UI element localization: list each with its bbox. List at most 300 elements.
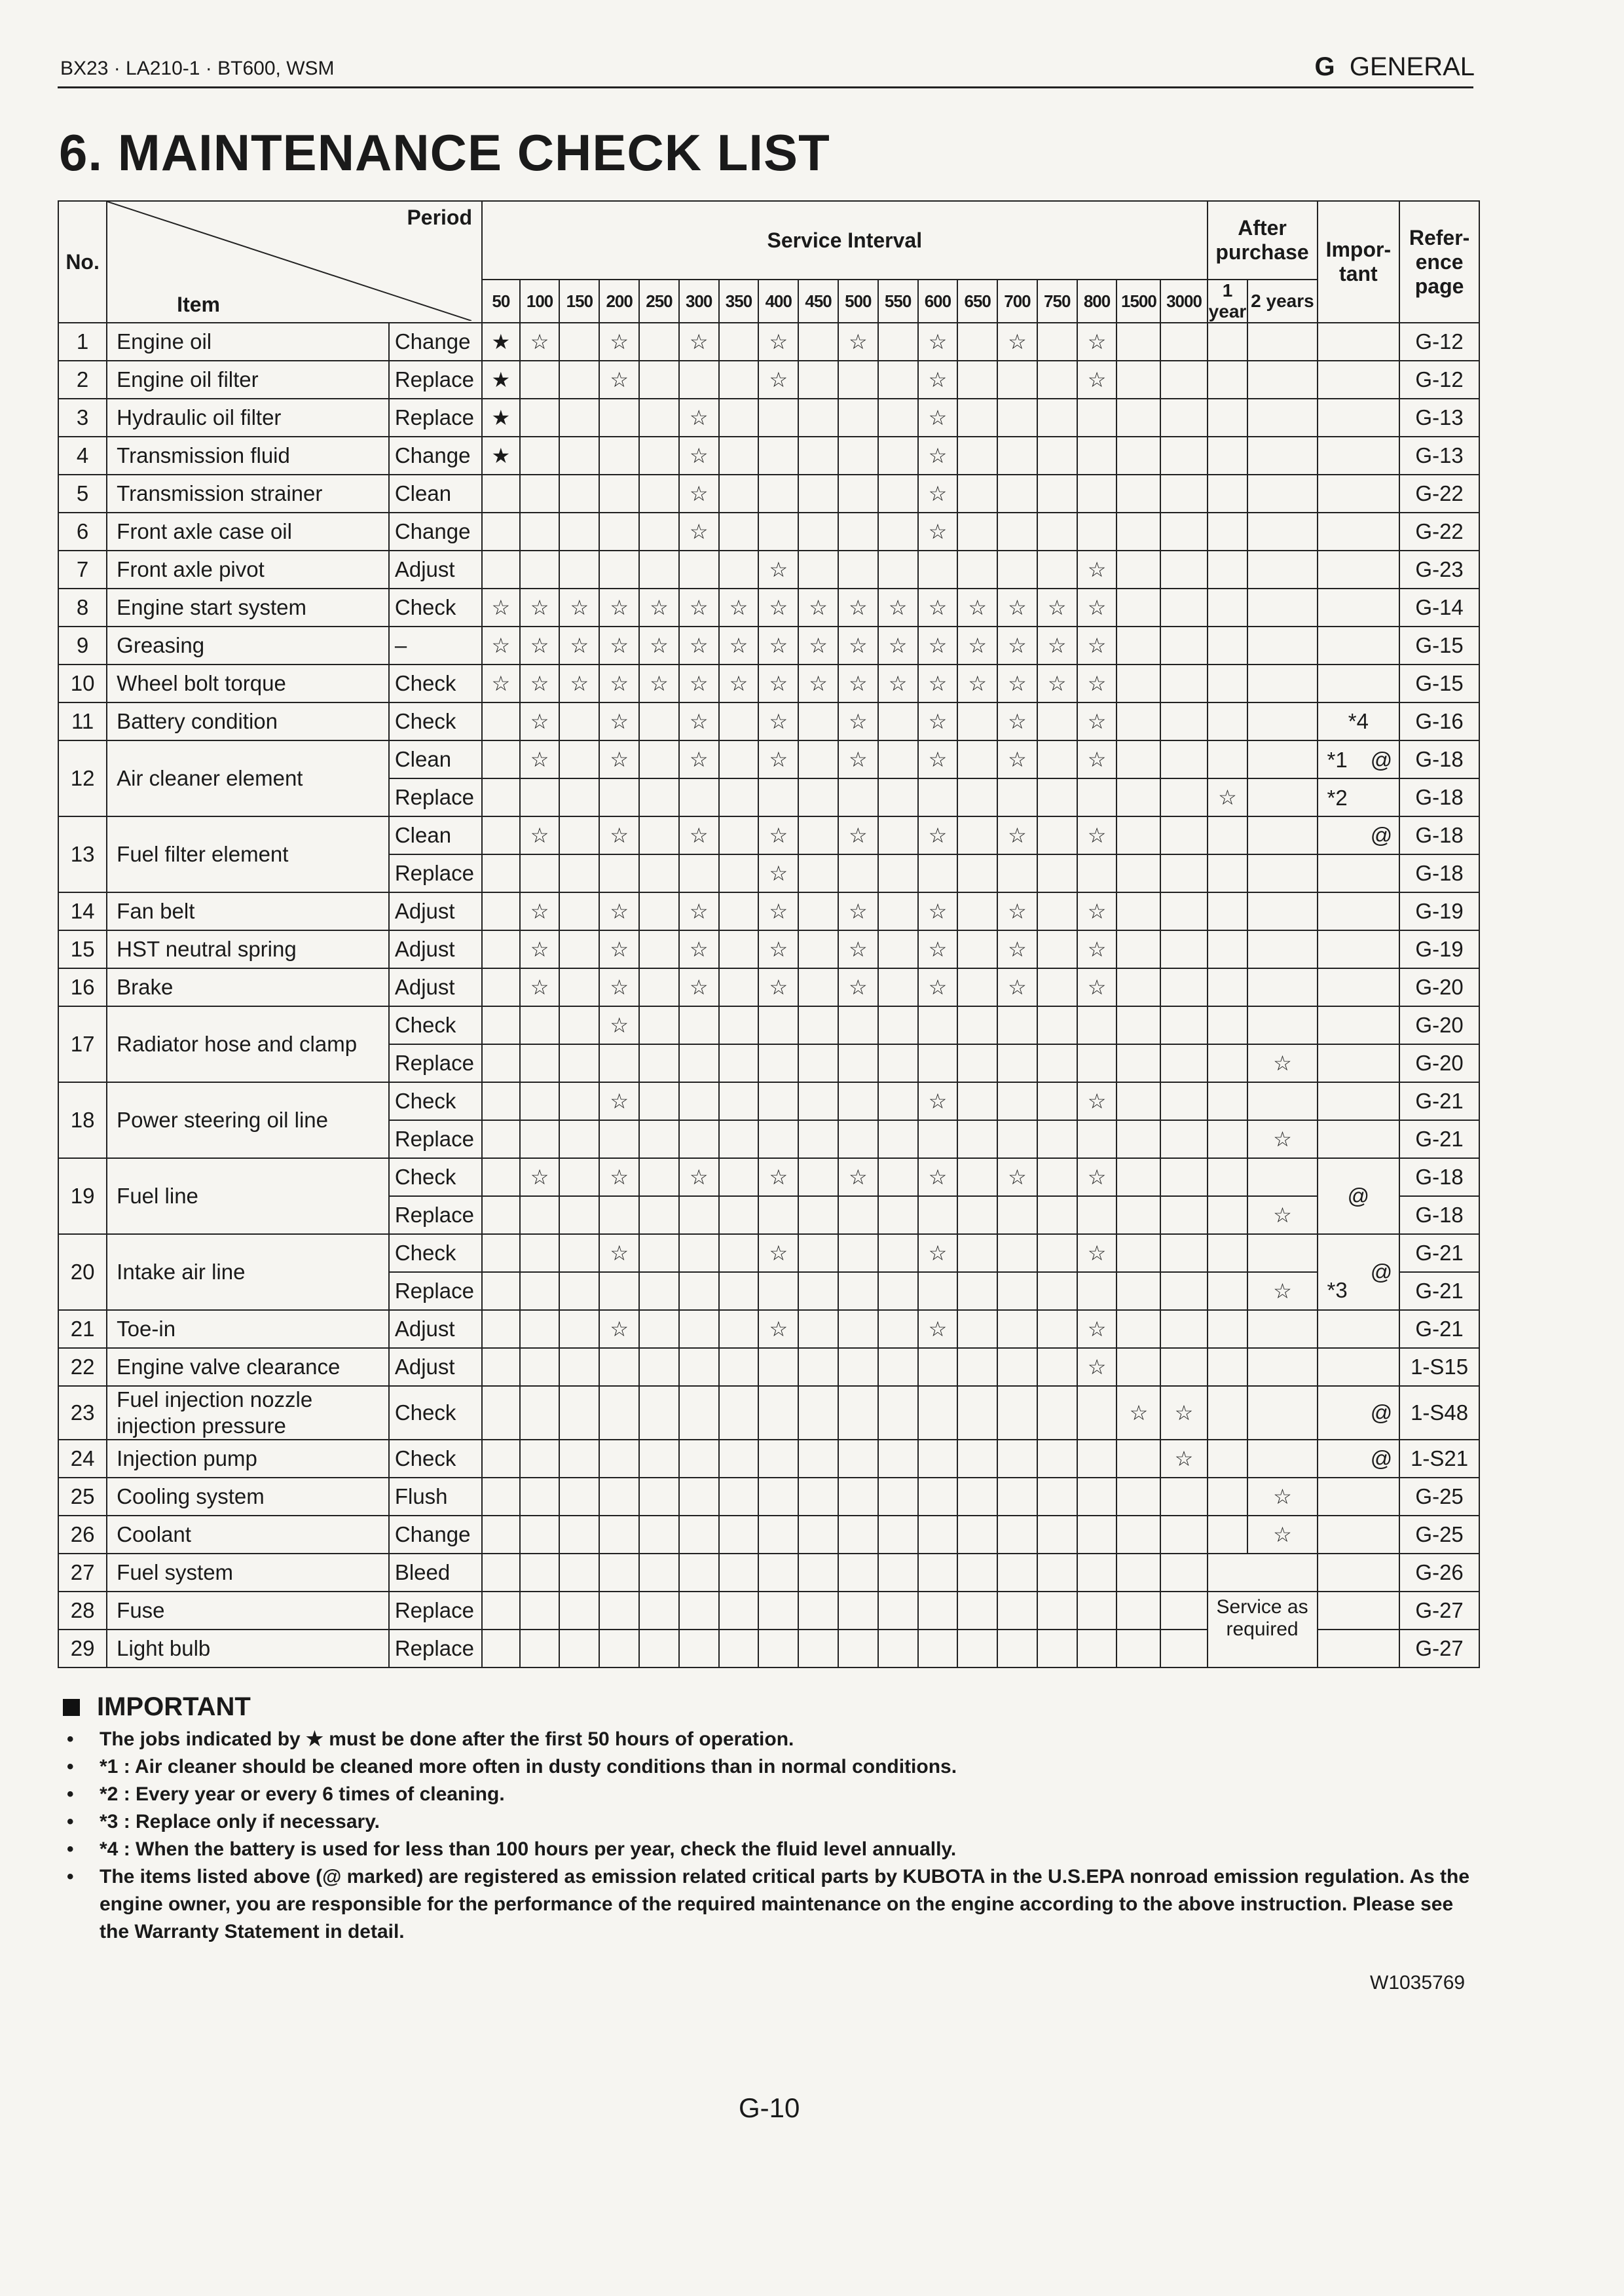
emission-at-mark: @	[1318, 1386, 1400, 1439]
interval-mark	[838, 1592, 878, 1630]
interval-mark	[599, 1120, 639, 1158]
interval-mark	[838, 437, 878, 475]
interval-mark: ☆	[639, 665, 679, 702]
interval-header: 1500	[1116, 280, 1160, 323]
interval-mark: ☆	[997, 816, 1037, 854]
interval-mark	[482, 513, 520, 551]
row-number: 27	[58, 1554, 107, 1592]
interval-mark	[1077, 399, 1117, 437]
interval-mark	[482, 1044, 520, 1082]
interval-mark	[559, 702, 599, 740]
interval-mark: ☆	[758, 968, 798, 1006]
interval-mark	[639, 399, 679, 437]
interval-mark: ☆	[798, 589, 838, 627]
item-name: Transmission strainer	[107, 475, 389, 513]
year1-mark	[1208, 1554, 1318, 1592]
table-row	[58, 930, 1479, 968]
year2-mark: ☆	[1247, 1478, 1317, 1516]
interval-mark	[1116, 854, 1160, 892]
interval-mark	[639, 1234, 679, 1272]
interval-mark: ☆	[838, 930, 878, 968]
interval-mark	[520, 361, 560, 399]
interval-mark	[957, 475, 997, 513]
item-name: Light bulb	[107, 1630, 389, 1667]
interval-mark	[1037, 1044, 1077, 1082]
important-mark	[1318, 1044, 1400, 1082]
interval-mark	[559, 1120, 599, 1158]
reference-page: G-15	[1399, 665, 1479, 702]
period: Check	[389, 665, 482, 702]
interval-mark	[1116, 475, 1160, 513]
interval-mark	[520, 1310, 560, 1348]
interval-mark	[758, 399, 798, 437]
interval-mark	[559, 816, 599, 854]
interval-mark	[1160, 1554, 1207, 1592]
interval-mark	[957, 551, 997, 589]
period: Replace	[389, 1120, 482, 1158]
period: Clean	[389, 740, 482, 778]
interval-mark: ☆	[1077, 589, 1117, 627]
interval-mark: ☆	[918, 930, 958, 968]
interval-mark	[599, 1348, 639, 1386]
interval-mark	[1116, 665, 1160, 702]
interval-mark	[1037, 1310, 1077, 1348]
interval-mark	[838, 1082, 878, 1120]
interval-mark	[997, 1272, 1037, 1310]
interval-mark	[957, 361, 997, 399]
year2-mark	[1247, 1234, 1317, 1272]
interval-header: 400	[758, 280, 798, 323]
interval-mark	[957, 778, 997, 816]
interval-mark	[482, 1158, 520, 1196]
year2-mark	[1247, 323, 1317, 361]
interval-mark	[599, 513, 639, 551]
item-name: Fuel filter element	[107, 816, 389, 892]
interval-mark: ☆	[997, 627, 1037, 665]
interval-mark: ★	[482, 361, 520, 399]
interval-mark: ☆	[838, 740, 878, 778]
year1-mark	[1208, 740, 1248, 778]
row-number: 3	[58, 399, 107, 437]
interval-mark: ☆	[758, 665, 798, 702]
table-row	[58, 1554, 1479, 1592]
period: Adjust	[389, 892, 482, 930]
page-title: 6. MAINTENANCE CHECK LIST	[59, 124, 830, 181]
interval-mark	[639, 513, 679, 551]
interval-mark	[719, 475, 759, 513]
interval-mark	[878, 1386, 918, 1439]
interval-mark	[1037, 702, 1077, 740]
interval-mark	[520, 1272, 560, 1310]
interval-mark: ☆	[679, 323, 719, 361]
important-mark	[1318, 1554, 1400, 1592]
interval-mark	[918, 854, 958, 892]
interval-mark	[878, 702, 918, 740]
interval-mark	[798, 968, 838, 1006]
interval-mark	[520, 1386, 560, 1439]
interval-mark: ☆	[679, 627, 719, 665]
interval-mark	[1116, 1478, 1160, 1516]
interval-mark	[957, 930, 997, 968]
interval-mark	[679, 1044, 719, 1082]
interval-mark: ☆	[918, 665, 958, 702]
interval-mark	[719, 1082, 759, 1120]
interval-mark	[957, 892, 997, 930]
interval-mark	[758, 437, 798, 475]
table-row	[58, 1386, 1479, 1439]
interval-mark	[1116, 1630, 1160, 1667]
interval-mark	[520, 1006, 560, 1044]
period: Replace	[389, 1196, 482, 1234]
interval-mark	[559, 1630, 599, 1667]
interval-mark	[482, 1120, 520, 1158]
interval-mark	[997, 551, 1037, 589]
interval-mark	[957, 816, 997, 854]
year1-mark	[1208, 702, 1248, 740]
interval-mark: ☆	[918, 968, 958, 1006]
table-row	[58, 1158, 1479, 1196]
interval-mark	[559, 778, 599, 816]
interval-mark: ☆	[520, 968, 560, 1006]
year2-mark	[1247, 399, 1317, 437]
interval-mark	[520, 1630, 560, 1667]
interval-mark: ☆	[918, 1158, 958, 1196]
interval-mark	[878, 1440, 918, 1478]
interval-mark	[838, 1348, 878, 1386]
table-row	[58, 892, 1479, 930]
row-number: 17	[58, 1006, 107, 1082]
interval-mark	[878, 1120, 918, 1158]
interval-mark	[798, 513, 838, 551]
interval-mark	[520, 1440, 560, 1478]
interval-mark	[679, 1272, 719, 1310]
interval-mark	[878, 778, 918, 816]
row-number: 10	[58, 665, 107, 702]
interval-mark	[997, 1234, 1037, 1272]
interval-mark: ☆	[758, 323, 798, 361]
interval-mark	[918, 1348, 958, 1386]
interval-mark	[559, 1082, 599, 1120]
year2-mark	[1247, 665, 1317, 702]
interval-mark	[520, 513, 560, 551]
reference-page: 1-S48	[1399, 1386, 1479, 1439]
interval-mark: ☆	[520, 930, 560, 968]
interval-mark	[798, 1158, 838, 1196]
interval-mark	[798, 1044, 838, 1082]
interval-mark	[679, 1554, 719, 1592]
interval-mark	[639, 323, 679, 361]
header-section	[1314, 52, 1475, 82]
interval-mark	[599, 778, 639, 816]
interval-mark	[559, 1310, 599, 1348]
year2-mark: ☆	[1247, 1272, 1317, 1310]
interval-mark	[1037, 1630, 1077, 1667]
interval-mark: ☆	[559, 627, 599, 665]
interval-mark	[1077, 475, 1117, 513]
interval-mark	[1160, 1516, 1207, 1554]
interval-mark	[878, 892, 918, 930]
interval-mark: ☆	[679, 740, 719, 778]
interval-mark	[997, 399, 1037, 437]
interval-mark: ☆	[1077, 740, 1117, 778]
interval-mark	[520, 778, 560, 816]
interval-mark	[1077, 1272, 1117, 1310]
reference-page: G-21	[1399, 1082, 1479, 1120]
year1-mark	[1208, 1386, 1248, 1439]
interval-mark	[957, 513, 997, 551]
row-number: 23	[58, 1386, 107, 1439]
interval-mark	[838, 1044, 878, 1082]
interval-mark: ☆	[878, 665, 918, 702]
reference-page: G-22	[1399, 513, 1479, 551]
period: Replace	[389, 1592, 482, 1630]
table-row	[58, 1478, 1479, 1516]
interval-mark	[520, 551, 560, 589]
interval-mark	[997, 1196, 1037, 1234]
important-note: *2	[1327, 786, 1348, 811]
interval-mark	[719, 551, 759, 589]
interval-mark: ☆	[679, 513, 719, 551]
period: Adjust	[389, 1310, 482, 1348]
interval-mark	[679, 1592, 719, 1630]
period: Check	[389, 1006, 482, 1044]
interval-mark	[798, 930, 838, 968]
important-mark	[1318, 930, 1400, 968]
row-number: 20	[58, 1234, 107, 1310]
interval-mark	[559, 1440, 599, 1478]
interval-mark	[639, 1348, 679, 1386]
interval-header: 200	[599, 280, 639, 323]
reference-page: G-14	[1399, 589, 1479, 627]
interval-mark	[1037, 1272, 1077, 1310]
interval-mark	[559, 1592, 599, 1630]
interval-mark	[1037, 551, 1077, 589]
year1-mark	[1208, 1006, 1248, 1044]
interval-header: 650	[957, 280, 997, 323]
interval-mark	[559, 1006, 599, 1044]
period: Replace	[389, 399, 482, 437]
period: –	[389, 627, 482, 665]
interval-mark	[719, 892, 759, 930]
interval-mark	[1116, 1554, 1160, 1592]
interval-mark	[1160, 1272, 1207, 1310]
reference-page: G-13	[1399, 437, 1479, 475]
interval-mark: ☆	[1037, 665, 1077, 702]
header-after-purchase: After purchase	[1208, 201, 1318, 280]
interval-mark: ☆	[918, 1234, 958, 1272]
interval-mark	[957, 740, 997, 778]
interval-mark	[1116, 437, 1160, 475]
interval-mark	[639, 740, 679, 778]
interval-mark	[957, 399, 997, 437]
important-mark	[1318, 589, 1400, 627]
interval-mark	[639, 1386, 679, 1439]
item-name: Wheel bolt torque	[107, 665, 389, 702]
year1-mark	[1208, 1082, 1248, 1120]
interval-mark	[758, 778, 798, 816]
interval-mark	[639, 1158, 679, 1196]
important-mark: @	[1318, 1440, 1400, 1478]
interval-mark	[1116, 1082, 1160, 1120]
interval-mark: ☆	[1160, 1386, 1207, 1439]
interval-mark	[758, 1630, 798, 1667]
interval-mark: ☆	[520, 892, 560, 930]
interval-mark	[719, 1158, 759, 1196]
interval-mark	[838, 778, 878, 816]
interval-mark	[719, 740, 759, 778]
interval-mark	[1160, 1348, 1207, 1386]
interval-mark	[758, 1196, 798, 1234]
interval-mark: ☆	[679, 437, 719, 475]
interval-mark	[1160, 892, 1207, 930]
interval-mark	[719, 1516, 759, 1554]
interval-mark	[1077, 1006, 1117, 1044]
interval-mark	[1037, 1006, 1077, 1044]
interval-mark	[878, 1516, 918, 1554]
year2-mark	[1247, 1006, 1317, 1044]
interval-mark	[482, 1554, 520, 1592]
interval-mark	[719, 968, 759, 1006]
interval-mark: ☆	[639, 589, 679, 627]
interval-mark	[758, 1592, 798, 1630]
interval-mark	[719, 1630, 759, 1667]
interval-mark: ☆	[997, 702, 1037, 740]
interval-mark	[1116, 892, 1160, 930]
document-code: W1035769	[1370, 1972, 1466, 1994]
interval-mark	[957, 323, 997, 361]
period: Change	[389, 323, 482, 361]
reference-page: 1-S15	[1399, 1348, 1479, 1386]
interval-mark	[997, 1386, 1037, 1439]
interval-mark: ☆	[719, 589, 759, 627]
important-heading	[63, 1692, 1477, 1722]
interval-header: 800	[1077, 280, 1117, 323]
interval-mark: ☆	[679, 702, 719, 740]
period: Adjust	[389, 968, 482, 1006]
important-mark	[1318, 1348, 1400, 1386]
interval-mark: ☆	[1037, 627, 1077, 665]
interval-mark	[639, 1196, 679, 1234]
interval-mark	[1077, 1440, 1117, 1478]
row-number: 24	[58, 1440, 107, 1478]
interval-mark: ☆	[1077, 930, 1117, 968]
interval-mark	[559, 968, 599, 1006]
reference-page: G-25	[1399, 1516, 1479, 1554]
interval-mark	[1077, 1196, 1117, 1234]
interval-mark	[1037, 778, 1077, 816]
year2-mark	[1247, 627, 1317, 665]
interval-header: 750	[1037, 280, 1077, 323]
interval-mark	[997, 778, 1037, 816]
interval-mark	[679, 1630, 719, 1667]
interval-mark: ☆	[957, 589, 997, 627]
header-no: No.	[58, 201, 107, 323]
interval-mark	[878, 1234, 918, 1272]
interval-mark	[639, 1440, 679, 1478]
interval-mark: ☆	[1077, 665, 1117, 702]
interval-mark	[997, 1310, 1037, 1348]
year2-mark	[1247, 702, 1317, 740]
year2-mark	[1247, 930, 1317, 968]
interval-mark: ☆	[599, 323, 639, 361]
year1-mark: ☆	[1208, 778, 1248, 816]
important-mark	[1318, 1516, 1400, 1554]
interval-mark: ☆	[838, 816, 878, 854]
period: Change	[389, 513, 482, 551]
interval-mark: ☆	[679, 1158, 719, 1196]
interval-mark	[639, 1272, 679, 1310]
interval-mark	[838, 361, 878, 399]
interval-mark	[1160, 1006, 1207, 1044]
interval-mark	[798, 892, 838, 930]
table-row	[58, 1440, 1479, 1478]
interval-mark	[482, 1478, 520, 1516]
interval-mark	[878, 399, 918, 437]
year1-mark	[1208, 1234, 1248, 1272]
interval-mark: ☆	[1077, 702, 1117, 740]
interval-mark: ☆	[997, 323, 1037, 361]
interval-mark	[639, 1006, 679, 1044]
reference-page: G-21	[1399, 1234, 1479, 1272]
reference-page: G-18	[1399, 1158, 1479, 1196]
interval-mark: ☆	[758, 1310, 798, 1348]
interval-mark	[997, 1592, 1037, 1630]
interval-mark	[679, 1348, 719, 1386]
interval-mark	[482, 1440, 520, 1478]
interval-mark	[798, 1120, 838, 1158]
period: Change	[389, 1516, 482, 1554]
period: Clean	[389, 816, 482, 854]
interval-mark	[878, 1158, 918, 1196]
reference-page: G-16	[1399, 702, 1479, 740]
interval-mark	[878, 323, 918, 361]
interval-mark	[679, 1196, 719, 1234]
interval-mark	[1116, 1120, 1160, 1158]
interval-mark	[1160, 1158, 1207, 1196]
year1-mark	[1208, 892, 1248, 930]
important-mark	[1318, 513, 1400, 551]
interval-mark	[1116, 816, 1160, 854]
year1-mark	[1208, 551, 1248, 589]
period: Replace	[389, 1272, 482, 1310]
note-item: • The items listed above (@ marked) are registered as emission related critical parts by KUBOTA in the U.S.EPA nonroad emission regulation. As the engine owner, you are responsible for the performance of the required maintenance on the engine according to the above instruction. Please see the Warranty Statement in detail.	[63, 1863, 1477, 1946]
item-name: Brake	[107, 968, 389, 1006]
emission-at-mark: @	[1318, 816, 1400, 854]
interval-mark: ☆	[599, 816, 639, 854]
interval-mark	[639, 968, 679, 1006]
interval-mark	[679, 1310, 719, 1348]
interval-mark	[957, 1158, 997, 1196]
interval-mark: ☆	[639, 627, 679, 665]
interval-mark: ☆	[1077, 1082, 1117, 1120]
reference-page: G-23	[1399, 551, 1479, 589]
interval-mark	[957, 702, 997, 740]
reference-page: G-20	[1399, 1006, 1479, 1044]
interval-mark	[559, 892, 599, 930]
note-item: • *1 : Air cleaner should be cleaned more often in dusty conditions than in normal conditions.	[63, 1753, 1477, 1781]
item-name: Intake air line	[107, 1234, 389, 1310]
year2-mark	[1247, 816, 1317, 854]
interval-mark	[918, 1592, 958, 1630]
important-mark	[1318, 1234, 1400, 1310]
interval-header: 100	[520, 280, 560, 323]
interval-mark	[798, 1234, 838, 1272]
interval-mark	[1116, 930, 1160, 968]
interval-mark	[719, 1554, 759, 1592]
interval-mark	[1160, 1120, 1207, 1158]
interval-mark	[878, 361, 918, 399]
interval-mark	[1077, 1044, 1117, 1082]
